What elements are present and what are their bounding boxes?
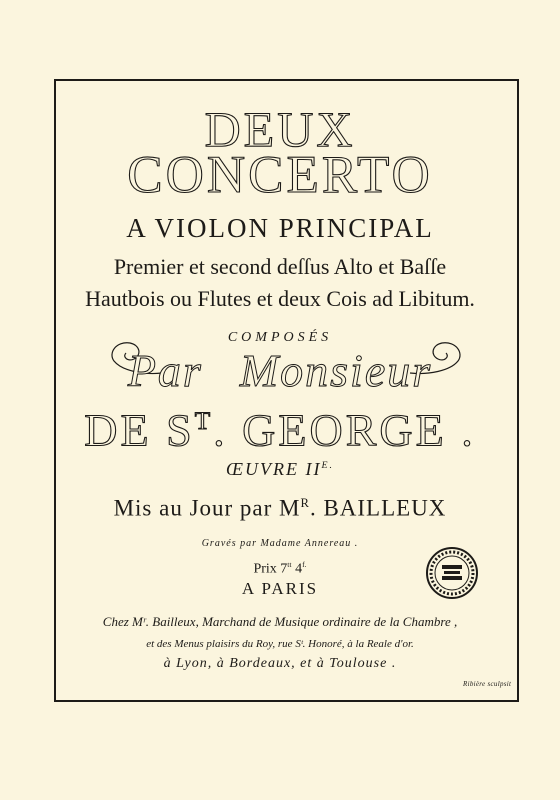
instrumentation-line-1: Premier et second deſſus Alto et Baſſe [113, 254, 447, 279]
address-line-3: à Lyon, à Bordeaux, et à Toulouse . [163, 656, 397, 671]
oeuvre-text: ŒUVRE II [226, 459, 322, 479]
price-superscript-1: tt [287, 560, 292, 569]
par-monsieur [0, 346, 560, 396]
title-deux: DEUX [204, 101, 356, 157]
monsieur-word: Monsieur [239, 345, 433, 396]
composer-superscript: T [194, 407, 214, 435]
title-violon-principal: A VIOLON PRINCIPAL [126, 213, 434, 243]
composer-suffix: . GEORGE . [213, 404, 476, 456]
library-stamp-icon [425, 546, 479, 600]
engraved-by: Gravés par Madame Annereau . [201, 538, 359, 549]
composes-label: COMPOSÉS [227, 330, 333, 345]
price-middle: 4 [291, 561, 303, 577]
city: A PARIS [241, 579, 319, 598]
opus-number [0, 456, 560, 479]
publisher-superscript: R [300, 496, 310, 510]
price-label: Prix 7 [253, 561, 288, 577]
instrumentation-line-2: Hautbois ou Flutes et deux Cois ad Libitum. [85, 286, 475, 311]
price-superscript-2: f. [302, 560, 307, 569]
address-line-1: Chez Mʳ. Bailleux, Marchand de Musique ordinaire de la Chambre , [102, 614, 458, 629]
publisher-prefix: Mis au Jour par M [113, 495, 301, 521]
title-concerto: CONCERTO [127, 146, 433, 204]
par-word: Par [127, 345, 203, 396]
oeuvre-superscript: E. [321, 460, 334, 471]
publisher-line [0, 490, 560, 522]
composer-prefix: DE S [84, 404, 195, 456]
composer-name [0, 397, 560, 454]
engraver-credit: Ribière sculpsit [463, 680, 512, 688]
address-line-2: et des Menus plaisirs du Roy, rue Sᵗ. Honoré, à la Reale d'or. [146, 638, 414, 650]
publisher-name: . BAILLEUX [309, 495, 447, 521]
